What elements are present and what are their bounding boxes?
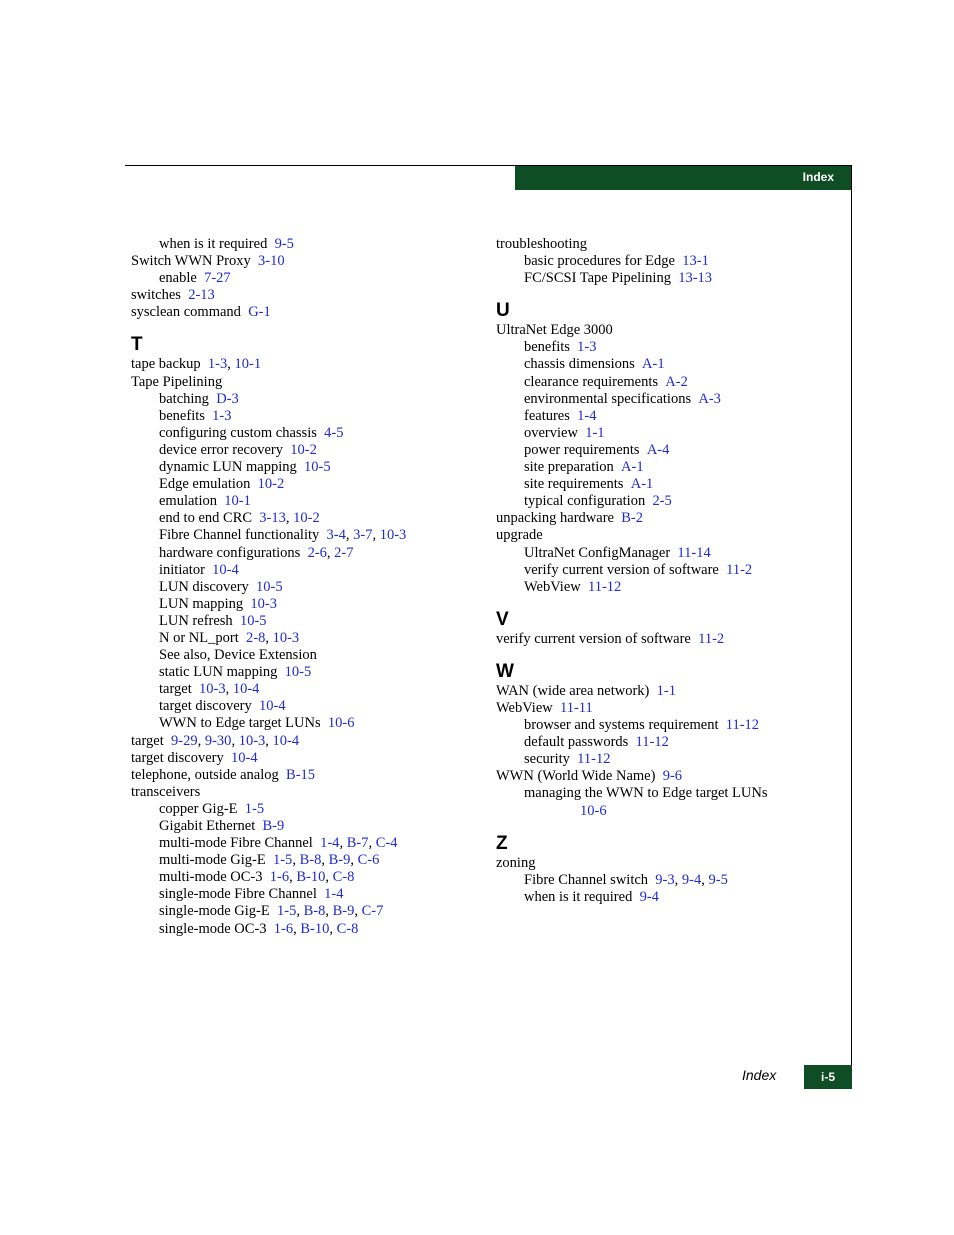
index-entry: multi-mode Fibre Channel 1-4, B-7, C-4 bbox=[159, 835, 398, 852]
page-ref-link[interactable]: 1-4 bbox=[577, 407, 597, 424]
page-ref-link[interactable]: 3-7 bbox=[353, 527, 373, 544]
index-entry bbox=[131, 287, 476, 304]
index-entry bbox=[131, 818, 476, 835]
index-term: tape backup bbox=[131, 356, 201, 373]
index-term: FC/SCSI Tape Pipelining bbox=[524, 270, 671, 287]
index-entry bbox=[131, 750, 476, 767]
index-entry bbox=[131, 236, 476, 253]
page-ref-link[interactable]: 3-10 bbox=[258, 253, 285, 270]
page-ref-link[interactable]: 4-5 bbox=[324, 424, 344, 441]
header-tab bbox=[515, 166, 852, 190]
index-entry bbox=[496, 734, 841, 751]
index-entry bbox=[131, 374, 476, 391]
page-ref-link[interactable]: 2-8 bbox=[246, 629, 266, 646]
page-ref-link[interactable]: 11-12 bbox=[725, 717, 760, 734]
index-entry bbox=[496, 476, 841, 493]
page-ref-link[interactable]: 2-13 bbox=[188, 287, 215, 304]
index-entry bbox=[496, 700, 841, 717]
page-ref-link[interactable]: 3-13 bbox=[259, 510, 286, 527]
page-ref-link[interactable]: 10-2 bbox=[293, 510, 320, 527]
index-entry bbox=[131, 664, 476, 681]
index-term: dynamic LUN mapping bbox=[159, 459, 297, 476]
index-entry: Fibre Channel switch 9-3, 9-4, 9-5 bbox=[524, 871, 728, 888]
index-entry: multi-mode Gig-E 1-5, B-8, B-9, C-6 bbox=[159, 852, 380, 869]
page-ref-link[interactable]: 10-6 bbox=[327, 715, 355, 732]
page-ref-link[interactable]: 11-12 bbox=[635, 734, 669, 751]
index-term: batching bbox=[159, 390, 209, 407]
page-ref-link[interactable]: B-10 bbox=[296, 869, 326, 886]
page-ref-link[interactable]: 9-6 bbox=[662, 768, 683, 785]
page-ref-link[interactable]: 10-4 bbox=[212, 561, 239, 578]
index-entry bbox=[131, 613, 476, 630]
index-entry bbox=[131, 784, 476, 801]
index-term: browser and systems requirement bbox=[524, 717, 719, 734]
page-ref-link[interactable]: 9-3 bbox=[655, 871, 675, 888]
index-entry bbox=[496, 803, 841, 820]
index-term: WAN (wide area network) bbox=[496, 682, 650, 699]
page-ref-link[interactable]: 10-5 bbox=[284, 664, 312, 681]
index-term: Edge emulation bbox=[159, 476, 251, 493]
index-term: single-mode Fibre Channel bbox=[159, 886, 317, 903]
index-entry bbox=[496, 236, 841, 253]
index-entry bbox=[131, 391, 476, 408]
index-term: multi-mode Gig-E bbox=[159, 852, 266, 869]
index-entry bbox=[131, 459, 476, 476]
index-term: benefits bbox=[524, 339, 570, 356]
page-ref-link[interactable]: 1-6 bbox=[269, 869, 290, 886]
index-term: enable bbox=[159, 270, 197, 287]
section-gap bbox=[131, 321, 476, 333]
index-term: Fibre Channel functionality bbox=[159, 527, 320, 544]
page-ref-link[interactable]: C-4 bbox=[375, 835, 398, 852]
index-term: default passwords bbox=[524, 734, 629, 751]
page-ref-link[interactable]: A-3 bbox=[698, 390, 721, 407]
index-term: configuring custom chassis bbox=[159, 424, 317, 441]
page-ref-link[interactable]: B-2 bbox=[621, 510, 643, 527]
page-number-badge bbox=[804, 1065, 852, 1089]
index-entry bbox=[131, 715, 476, 732]
index-entry bbox=[496, 855, 841, 872]
index-entry bbox=[496, 374, 841, 391]
index-entry bbox=[496, 270, 841, 287]
page-ref-link[interactable]: 10-3 bbox=[199, 681, 226, 698]
index-term: features bbox=[524, 407, 570, 424]
index-entry bbox=[496, 889, 841, 906]
index-column-left bbox=[131, 236, 476, 938]
index-term: security bbox=[524, 751, 570, 768]
index-term: device error recovery bbox=[159, 441, 283, 458]
index-entry bbox=[131, 596, 476, 613]
page-ref-link[interactable]: 1-3 bbox=[212, 407, 232, 424]
index-term: target discovery bbox=[131, 749, 224, 766]
page-ref-link[interactable]: 10-6 bbox=[580, 802, 607, 819]
index-entry bbox=[496, 253, 841, 270]
index-entry bbox=[131, 408, 476, 425]
index-term: WWN (World Wide Name) bbox=[496, 768, 656, 785]
index-entry bbox=[131, 698, 476, 715]
index-letter-heading: V bbox=[496, 608, 509, 630]
index-entry bbox=[496, 510, 841, 527]
index-term: clearance requirements bbox=[524, 373, 659, 390]
page-ref-link[interactable]: A-2 bbox=[665, 373, 688, 390]
page-ref-link[interactable]: 11-14 bbox=[677, 544, 711, 561]
page-ref-link[interactable]: 1-1 bbox=[656, 682, 676, 699]
page-ref-link[interactable]: 1-1 bbox=[585, 424, 605, 441]
index-term: overview bbox=[524, 424, 578, 441]
index-entry bbox=[131, 886, 476, 903]
page-ref-link[interactable]: 10-3 bbox=[379, 527, 407, 544]
index-term: WWN to Edge target LUNs bbox=[159, 715, 321, 732]
page-ref-link[interactable]: A-1 bbox=[642, 356, 665, 373]
page-ref-link[interactable]: 13-1 bbox=[682, 253, 709, 270]
page-ref-link[interactable]: B-10 bbox=[300, 920, 330, 937]
index-entry bbox=[496, 785, 841, 802]
index-entry bbox=[496, 579, 841, 596]
index-term: LUN discovery bbox=[159, 578, 249, 595]
index-term: target bbox=[131, 732, 164, 749]
index-entry bbox=[496, 631, 841, 648]
index-entry: Fibre Channel functionality 3-4, 3-7, 10-3 bbox=[159, 527, 407, 544]
page-ref-link[interactable]: C-7 bbox=[361, 903, 384, 920]
page-ref-link[interactable]: 2-6 bbox=[307, 544, 327, 561]
page-ref-link[interactable]: 11-12 bbox=[577, 751, 611, 768]
index-term: N or NL_port bbox=[159, 629, 239, 646]
page-ref-link[interactable]: 9-5 bbox=[274, 236, 294, 252]
index-term: end to end CRC bbox=[159, 510, 253, 527]
page-ref-link[interactable]: 10-5 bbox=[239, 612, 267, 629]
index-term: environmental specifications bbox=[524, 390, 692, 407]
index-term: UltraNet Edge 3000 bbox=[496, 322, 613, 339]
page-ref-link[interactable]: 1-5 bbox=[272, 852, 293, 869]
index-entry bbox=[131, 304, 476, 321]
index-entry: multi-mode OC-3 1-6, B-10, C-8 bbox=[159, 869, 355, 886]
page-ref-link[interactable]: B-9 bbox=[262, 818, 285, 834]
page-ref-link[interactable]: 9-5 bbox=[708, 871, 728, 888]
page-ref-link[interactable]: 1-3 bbox=[207, 356, 228, 373]
index-term: transceivers bbox=[131, 783, 201, 800]
section-gap bbox=[496, 820, 841, 832]
page-ref-link[interactable]: 10-1 bbox=[234, 356, 262, 373]
index-entry bbox=[131, 476, 476, 493]
index-entry bbox=[496, 545, 841, 562]
header-title: Index bbox=[802, 170, 834, 184]
page-ref-link[interactable]: 10-4 bbox=[232, 681, 260, 698]
index-entry bbox=[496, 717, 841, 734]
index-entry bbox=[131, 801, 476, 818]
index-entry bbox=[496, 322, 841, 339]
index-term: WebView bbox=[524, 578, 581, 595]
page-ref-link[interactable]: C-8 bbox=[332, 869, 355, 886]
index-entry: single-mode Gig-E 1-5, B-8, B-9, C-7 bbox=[159, 903, 384, 920]
page-ref-link[interactable]: 11-12 bbox=[588, 578, 622, 595]
index-term: troubleshooting bbox=[496, 236, 588, 252]
index-term: WebView bbox=[496, 699, 553, 716]
index-entry: hardware configurations 2-6, 2-7 bbox=[159, 544, 354, 561]
index-term: chassis dimensions bbox=[524, 356, 635, 373]
index-entry bbox=[496, 408, 841, 425]
index-entry bbox=[496, 562, 841, 579]
index-entry bbox=[496, 442, 841, 459]
index-entry bbox=[496, 339, 841, 356]
page-ref-link[interactable]: 9-30 bbox=[204, 732, 232, 749]
index-entry bbox=[131, 442, 476, 459]
index-term: multi-mode OC-3 bbox=[159, 869, 263, 886]
page-ref-link[interactable]: 11-11 bbox=[560, 699, 593, 716]
index-entry bbox=[496, 768, 841, 785]
index-entry bbox=[496, 425, 841, 442]
page-ref-link[interactable]: 2-5 bbox=[652, 493, 672, 510]
page-ref-link[interactable]: D-3 bbox=[216, 390, 239, 407]
index-term: Fibre Channel switch bbox=[524, 871, 649, 888]
index-entry bbox=[131, 562, 476, 579]
section-gap bbox=[496, 287, 841, 299]
page-ref-link[interactable]: A-1 bbox=[621, 459, 644, 476]
page-number: i-5 bbox=[820, 1070, 835, 1084]
index-entry bbox=[131, 579, 476, 596]
page-ref-link[interactable]: 10-4 bbox=[231, 749, 258, 766]
index-term: benefits bbox=[159, 407, 205, 424]
page-ref-link[interactable]: 1-5 bbox=[277, 903, 297, 920]
page-ref-link[interactable]: B-9 bbox=[328, 852, 351, 869]
page-ref-link[interactable]: 10-2 bbox=[257, 476, 285, 493]
page-ref-link[interactable]: G-1 bbox=[248, 304, 271, 321]
index-entry: N or NL_port 2-8, 10-3 bbox=[159, 629, 300, 646]
index-entry bbox=[131, 270, 476, 287]
index-entry bbox=[496, 391, 841, 408]
index-term: UltraNet ConfigManager bbox=[524, 544, 671, 561]
page-ref-link[interactable]: 11-2 bbox=[726, 561, 753, 578]
index-entry bbox=[496, 493, 841, 510]
index-letter-heading: Z bbox=[496, 832, 508, 854]
page-ref-link[interactable]: A-1 bbox=[630, 476, 654, 493]
index-term: See also, Device Extension bbox=[159, 647, 317, 664]
index-entry bbox=[496, 751, 841, 768]
page-ref-link[interactable]: 10-5 bbox=[303, 459, 331, 476]
index-entry bbox=[496, 527, 841, 544]
index-term: Gigabit Ethernet bbox=[159, 818, 256, 834]
page-ref-link[interactable]: 7-27 bbox=[204, 270, 231, 287]
page-ref-link[interactable]: B-8 bbox=[299, 852, 322, 869]
index-term: basic procedures for Edge bbox=[524, 253, 675, 270]
page-ref-link[interactable]: 1-6 bbox=[273, 920, 294, 937]
page-ref-link[interactable]: 10-3 bbox=[250, 595, 278, 612]
page-ref-link[interactable]: 1-4 bbox=[324, 886, 344, 903]
index-term: single-mode Gig-E bbox=[159, 903, 270, 920]
index-term: multi-mode Fibre Channel bbox=[159, 835, 313, 852]
index-entry bbox=[496, 683, 841, 700]
index-entry: target 9-29, 9-30, 10-3, 10-4 bbox=[131, 732, 300, 749]
index-term: verify current version of software bbox=[524, 561, 719, 578]
page-ref-link[interactable]: 10-4 bbox=[272, 732, 300, 749]
index-term: managing the WWN to Edge target LUNs bbox=[524, 785, 768, 802]
page-ref-link[interactable]: 2-7 bbox=[334, 544, 354, 561]
index-term: single-mode OC-3 bbox=[159, 920, 267, 937]
index-term: typical configuration bbox=[524, 493, 646, 510]
index-entry bbox=[131, 647, 476, 664]
index-entry: end to end CRC 3-13, 10-2 bbox=[159, 510, 320, 527]
index-entry bbox=[131, 425, 476, 442]
index-term: emulation bbox=[159, 493, 217, 510]
page-ref-link[interactable]: 9-29 bbox=[171, 732, 198, 749]
index-term: LUN mapping bbox=[159, 595, 244, 612]
index-term: hardware configurations bbox=[159, 544, 301, 561]
index-term: static LUN mapping bbox=[159, 664, 278, 681]
page-ref-link[interactable]: 10-3 bbox=[272, 629, 300, 646]
page-ref-link[interactable]: B-8 bbox=[303, 903, 326, 920]
page-ref-link[interactable]: 10-5 bbox=[256, 578, 283, 595]
page-ref-link[interactable]: 9-4 bbox=[681, 871, 702, 888]
index-entry bbox=[131, 253, 476, 270]
index-letter-heading: W bbox=[496, 660, 514, 682]
page-ref-link[interactable]: 1-5 bbox=[244, 800, 265, 817]
page-ref-link[interactable]: 3-4 bbox=[326, 527, 346, 544]
page-ref-link[interactable]: B-15 bbox=[286, 766, 316, 783]
index-term: power requirements bbox=[524, 441, 640, 458]
index-term: target discovery bbox=[159, 698, 252, 715]
page-ref-link[interactable]: 10-3 bbox=[238, 732, 266, 749]
page-ref-link[interactable]: A-4 bbox=[646, 441, 670, 458]
page-ref-link[interactable]: 10-4 bbox=[259, 698, 286, 715]
index-term: Switch WWN Proxy bbox=[131, 253, 251, 270]
index-letter-heading: T bbox=[131, 334, 143, 356]
page-ref-link[interactable]: B-7 bbox=[346, 835, 369, 852]
index-term: sysclean command bbox=[131, 304, 241, 321]
index-term: target bbox=[159, 681, 192, 698]
index-term: unpacking hardware bbox=[496, 510, 614, 527]
index-entry bbox=[131, 493, 476, 510]
page-ref-link[interactable]: C-8 bbox=[336, 920, 359, 937]
index-term: site preparation bbox=[524, 459, 614, 476]
page-ref-link[interactable]: 13-13 bbox=[678, 270, 713, 287]
page-ref-link[interactable]: C-6 bbox=[357, 852, 380, 869]
index-entry: tape backup 1-3, 10-1 bbox=[131, 356, 262, 373]
page-ref-link[interactable]: 1-3 bbox=[577, 339, 597, 356]
index-column-right bbox=[496, 236, 841, 906]
index-term: switches bbox=[131, 287, 181, 304]
footer-section-label: Index bbox=[742, 1067, 777, 1083]
index-term: copper Gig-E bbox=[159, 800, 238, 817]
index-term: upgrade bbox=[496, 527, 543, 544]
page-ref-link[interactable]: 1-4 bbox=[320, 835, 340, 852]
index-entry bbox=[496, 459, 841, 476]
index-term: telephone, outside analog bbox=[131, 766, 279, 783]
index-entry bbox=[496, 356, 841, 373]
index-term: when is it required bbox=[159, 236, 268, 252]
index-term: Tape Pipelining bbox=[131, 373, 223, 390]
index-term: when is it required bbox=[524, 888, 633, 905]
index-entry: target 10-3, 10-4 bbox=[159, 681, 260, 698]
index-term: zoning bbox=[496, 854, 536, 871]
page-ref-link[interactable]: 11-2 bbox=[698, 630, 725, 647]
page-ref-link[interactable]: 10-2 bbox=[290, 441, 317, 458]
index-term: site requirements bbox=[524, 476, 624, 493]
index-term: LUN refresh bbox=[159, 612, 233, 629]
page-ref-link[interactable]: 9-4 bbox=[639, 888, 659, 905]
section-gap bbox=[496, 648, 841, 660]
section-gap bbox=[496, 596, 841, 608]
index-term: verify current version of software bbox=[496, 630, 691, 647]
index-term: initiator bbox=[159, 561, 205, 578]
page-ref-link[interactable]: 10-1 bbox=[224, 493, 251, 510]
index-entry: single-mode OC-3 1-6, B-10, C-8 bbox=[159, 920, 359, 937]
right-margin-rule bbox=[851, 166, 852, 1088]
index-entry bbox=[131, 767, 476, 784]
index-letter-heading: U bbox=[496, 300, 510, 322]
page-ref-link[interactable]: B-9 bbox=[332, 903, 355, 920]
